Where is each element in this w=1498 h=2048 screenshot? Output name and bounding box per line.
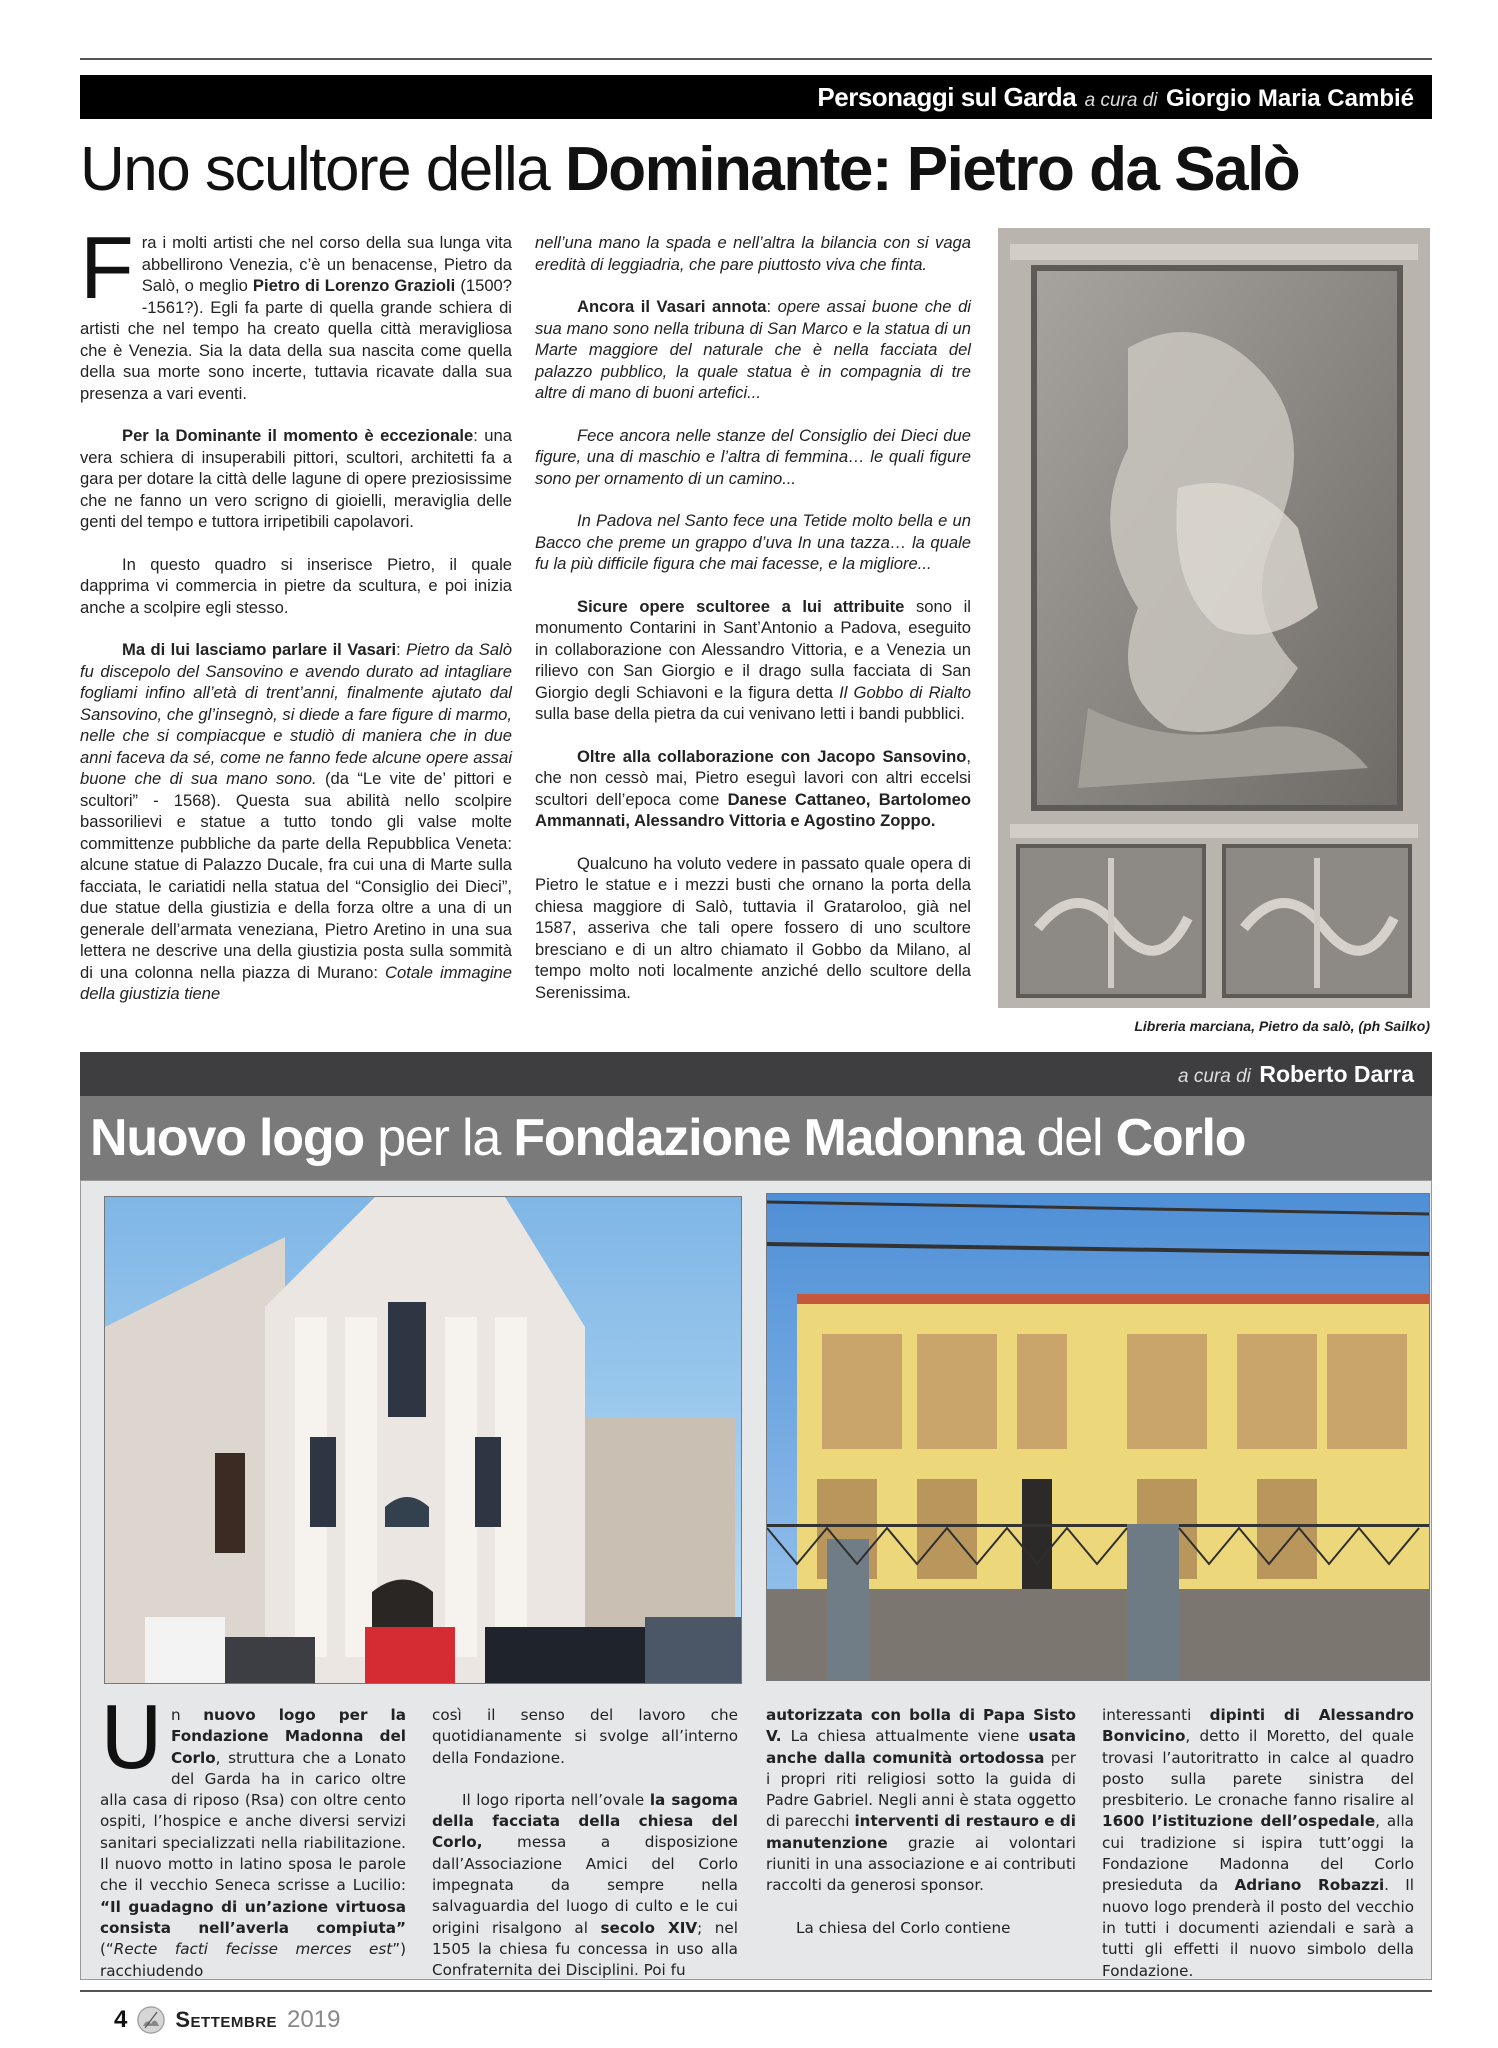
- issue-month: Settembre: [175, 2007, 278, 2032]
- bottom-rule: [80, 1990, 1432, 1992]
- paragraph: Fece ancora nelle stanze del Consiglio dei Dieci due figure, una di maschio e l’altra di femmina… le quali figure sono per ornamento di un camino...: [535, 425, 971, 488]
- article2-column-1: [100, 1689, 406, 2003]
- section-name: Personaggi sul Garda: [817, 82, 1077, 112]
- stone-relief-image: [998, 228, 1430, 1008]
- gn-logo-icon: [137, 2006, 165, 2034]
- paragraph: La chiesa del Corlo contiene: [796, 1918, 1011, 1937]
- paragraph: Oltre alla collaborazione con Jacopo Sansovino, che non cessò mai, Pietro eseguì lavori con altri eccelsi scultori dell’epoca come Danese Cattaneo, Bartolomeo Ammannati, Alessandro Vittoria e Agostino Zoppo.: [535, 746, 971, 830]
- photo-caption: Libreria marciana, Pietro da salò, (ph Sailko): [1134, 1018, 1430, 1034]
- article2-column-4: [1102, 1705, 1414, 2003]
- paragraph: Fra i molti artisti che nel corso della sua lunga vita abbellirono Venezia, c’è un benacense, Pietro da Salò, o meglio Pietro di Lorenzo Grazioli (1500?-1561?). Egli fa parte di quella grande schiera di artisti che nel tempo ha creato quella città meravigliosa che è Venezia. Sia la data della sua nascita come quella della sua morte sono incerte, tuttavia ricavate dalla sua presenza a vari eventi.: [80, 218, 513, 403]
- paragraph: In questo quadro si inserisce Pietro, il quale dapprima vi commercia in pietre da scultura, e poi inizia anche a scolpire egli stesso.: [80, 554, 512, 617]
- section-author: Giorgio Maria Cambié: [1165, 85, 1414, 112]
- church-photo: [104, 1196, 742, 1684]
- article2-column-3: [766, 1705, 1076, 1960]
- page-number: 4: [114, 2006, 128, 2033]
- article-title: [80, 130, 1440, 210]
- section-header-bar: [80, 75, 1432, 119]
- cura-label: a cura di: [1084, 90, 1158, 111]
- page-footer: [114, 2000, 340, 2040]
- article2-author: Roberto Darra: [1259, 1061, 1414, 1087]
- article2-byline-bar: [80, 1052, 1432, 1096]
- church-image: [105, 1197, 741, 1683]
- paragraph: autorizzata con bolla di Papa Sisto V. La chiesa attualmente viene usata anche dalla comunità ortodossa per i propri riti religiosi sotto la guida di Padre Gabriel. Negli anni è stata oggetto di parecchi interventi di restauro e di manutenzione grazie ai volontari riuniti in una associazione e ai contributi raccolti da generosi sponsor.: [766, 1706, 1076, 1895]
- top-rule: [80, 58, 1432, 60]
- gn-logo-mark: [137, 2006, 165, 2034]
- article1-column-2: [535, 232, 971, 1024]
- foundation-building-photo: [766, 1193, 1430, 1681]
- title-bold: Dominante: Pietro da Salò: [565, 135, 1300, 204]
- building-image: [767, 1194, 1429, 1680]
- paragraph: In Padova nel Santo fece una Tetide molto bella e un Bacco che preme un grappo d’uva In una tazza… la quale fu la più difficile figura che mai facesse, e la migliore...: [535, 511, 971, 573]
- paragraph: così il senso del lavoro che quotidianamente si svolge all’interno della Fondazione.: [432, 1706, 738, 1767]
- drop-cap: U: [100, 1689, 163, 1789]
- article1-column-1: [80, 218, 513, 1026]
- drop-cap: F: [80, 218, 134, 317]
- paragraph: Ancora il Vasari annota: opere assai buone che di sua mano sono nella tribuna di San Marco e la statua di un Marte maggiore del naturale che è nella facciata del palazzo pubblico, la quale statua è in compagnia di tre altre di mano di buoni artefici...: [535, 297, 971, 402]
- title-light: Uno scultore della: [80, 135, 565, 204]
- paragraph: Sicure opere scultoree a lui attribuite sono il monumento Contarini in Sant’Antonio a Padova, eseguito in collaborazione con Alessandro Vittoria, e a Venezia un rilievo con San Giorgio e il drago sulla facciata di San Giorgio degli Schiavoni e la figura detta Il Gobbo di Rialto sulla base della pietra da cui venivano letti i bandi pubblici.: [535, 596, 971, 723]
- relief-photo: [998, 228, 1430, 1008]
- article2-column-2: [432, 1705, 738, 2003]
- issue-year: 2019: [287, 2006, 341, 2033]
- paragraph: Per la Dominante il momento è eccezionale: una vera schiera di insuperabili pittori, scultori, architetti fa a gara per dotare la città delle lagune di opere preziosissime che ne fanno un vero scrigno di gioielli, meraviglia delle genti del tempo e tuttora irripetibili capolavori.: [80, 426, 512, 531]
- paragraph: nell’una mano la spada e nell’altra la bilancia con si vaga eredità di leggiadria, che pare piuttosto viva che finta.: [535, 233, 971, 274]
- article2-title: Nuovo logo per la Fondazione Madonna del Corlo: [80, 1096, 1432, 1180]
- paragraph: Un nuovo logo per la Fondazione Madonna del Corlo, struttura che a Lonato del Garda ha in carico oltre alla casa di riposo (Rsa) con oltre cento ospiti, l’hospice e anche diversi servizi sanitari specializzati nella riabilitazione. Il nuovo motto in latino sposa le parole che il vecchio Seneca scrisse a Lucilio: “Il guadagno di un’azione virtuosa consista nell’averla compiuta” (“Recte facti fecisse merces est”) racchiudendo: [100, 1689, 406, 1980]
- paragraph: Il logo riporta nell’ovale la sagoma della facciata della chiesa del Corlo, messa a disposizione dall’Associazione Amici del Corlo impegnata da sempre nella salvaguardia del luogo di culto e le cui origini risalgono al secolo XIV; nel 1505 la chiesa fu concessa in uso alla Confraternita dei Disciplini. Poi fu: [432, 1790, 738, 1980]
- paragraph: Ma di lui lasciamo parlare il Vasari: Pietro da Salò fu discepolo del Sansovino e avendo durato ad intagliare fogliami infino all’età di trent’anni, finalmente ajutato dal Sansovino, che gl’insegnò, si diede a fare figure di marmo, nelle che si compiacque e studiò di maniera che in due anni faceva da sé, come ne fanno fede alcune opere assai buone che di sua mano sono. (da “Le vite de’ pittori e scultori” - 1568). Questa sua abilità nello scolpire bassorilievi e statue a tutto tondo gli valse molte committenze pubbliche da parte della Repubblica Veneta: alcune statue di Palazzo Ducale, fra cui una di Marte sulla facciata, le cariatidi nella statua del “Consiglio dei Dieci”, due statue della giustizia e della forza oltre a una di un generale dell’armata veneziana, Pietro Aretino in una sua lettera ne descrive una della giustizia posta sulla sommità di una colonna nella piazza di Murano: Cotale immagine della giustizia tiene: [80, 640, 512, 1003]
- cura-label: a cura di: [1178, 1066, 1251, 1087]
- paragraph: interessanti dipinti di Alessandro Bonvicino, detto il Moretto, del quale trovasi l’autoritratto in calce al quadro posto sulla parete sinistra del presbiterio. Le cronache fanno risalire al 1600 l’istituzione dell’ospedale, alla cui tradizione si ispira tutt’oggi la Fondazione Madonna del Corlo presieduta da Adriano Robazzi. Il nuovo logo prenderà il posto del vecchio in tutti i documenti aziendali e sarà a tutti gli effetti il nuovo simbolo della Fondazione.: [1102, 1706, 1414, 1980]
- paragraph: Qualcuno ha voluto vedere in passato quale opera di Pietro le statue e i mezzi busti che ornano la porta della chiesa maggiore di Salò, tuttavia il Grataroloo, già nel 1587, asseriva che tali opere fossero di uno scultore bresciano e di un altro chiamato il Gobbo da Milano, al tempo molto noti localmente anziché dello scultore della Serenissima.: [535, 853, 971, 1002]
